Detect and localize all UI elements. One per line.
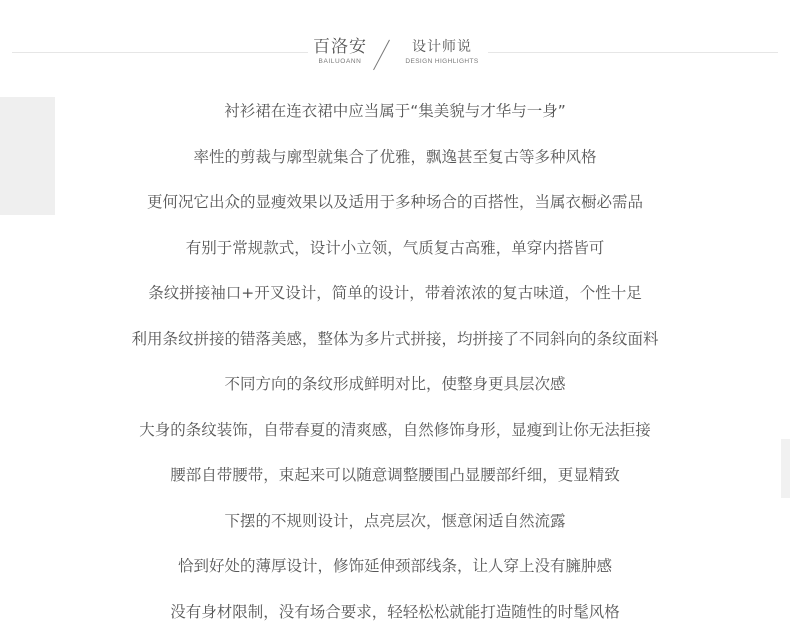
description-line: 条纹拼接袖口+开叉设计，简单的设计，带着浓浓的复古味道，个性十足 — [0, 279, 790, 325]
section-title-en: DESIGN HIGHLIGHTS — [398, 57, 486, 66]
description-line: 衬衫裙在连衣裙中应当属于“集美貌与才华与一身” — [0, 97, 790, 143]
section-header — [0, 0, 790, 80]
description-line: 下摆的不规则设计，点亮层次，惬意闲适自然流露 — [0, 507, 790, 553]
description-line: 率性的剪裁与廓型就集合了优雅，飘逸甚至复古等多种风格 — [0, 143, 790, 189]
brand-logo — [311, 36, 369, 66]
description-line: 不同方向的条纹形成鲜明对比，使整身更具层次感 — [0, 370, 790, 416]
brand-name-cn: 百洛安 — [311, 36, 369, 58]
brand-name-en: BAILUOANN — [311, 58, 369, 66]
header-divider-right — [488, 52, 778, 53]
section-title-cn: 设计师说 — [398, 38, 486, 57]
header-divider-left — [12, 52, 308, 53]
description-list — [0, 97, 790, 643]
slash-divider — [373, 40, 390, 71]
description-line: 大身的条纹装饰，自带春夏的清爽感，自然修饰身形，显瘦到让你无法拒接 — [0, 416, 790, 462]
section-title — [398, 38, 486, 66]
description-line: 更何况它出众的显瘦效果以及适用于多种场合的百搭性，当属衣橱必需品 — [0, 188, 790, 234]
description-line: 恰到好处的薄厚设计，修饰延伸颈部线条，让人穿上没有臃肿感 — [0, 552, 790, 598]
description-line: 没有身材限制，没有场合要求，轻轻松松就能打造随性的时髦风格 — [0, 598, 790, 643]
description-line: 有别于常规款式，设计小立领，气质复古高雅，单穿内搭皆可 — [0, 234, 790, 280]
description-line: 腰部自带腰带，束起来可以随意调整腰围凸显腰部纤细，更显精致 — [0, 461, 790, 507]
description-line: 利用条纹拼接的错落美感，整体为多片式拼接，均拼接了不同斜向的条纹面料 — [0, 325, 790, 371]
